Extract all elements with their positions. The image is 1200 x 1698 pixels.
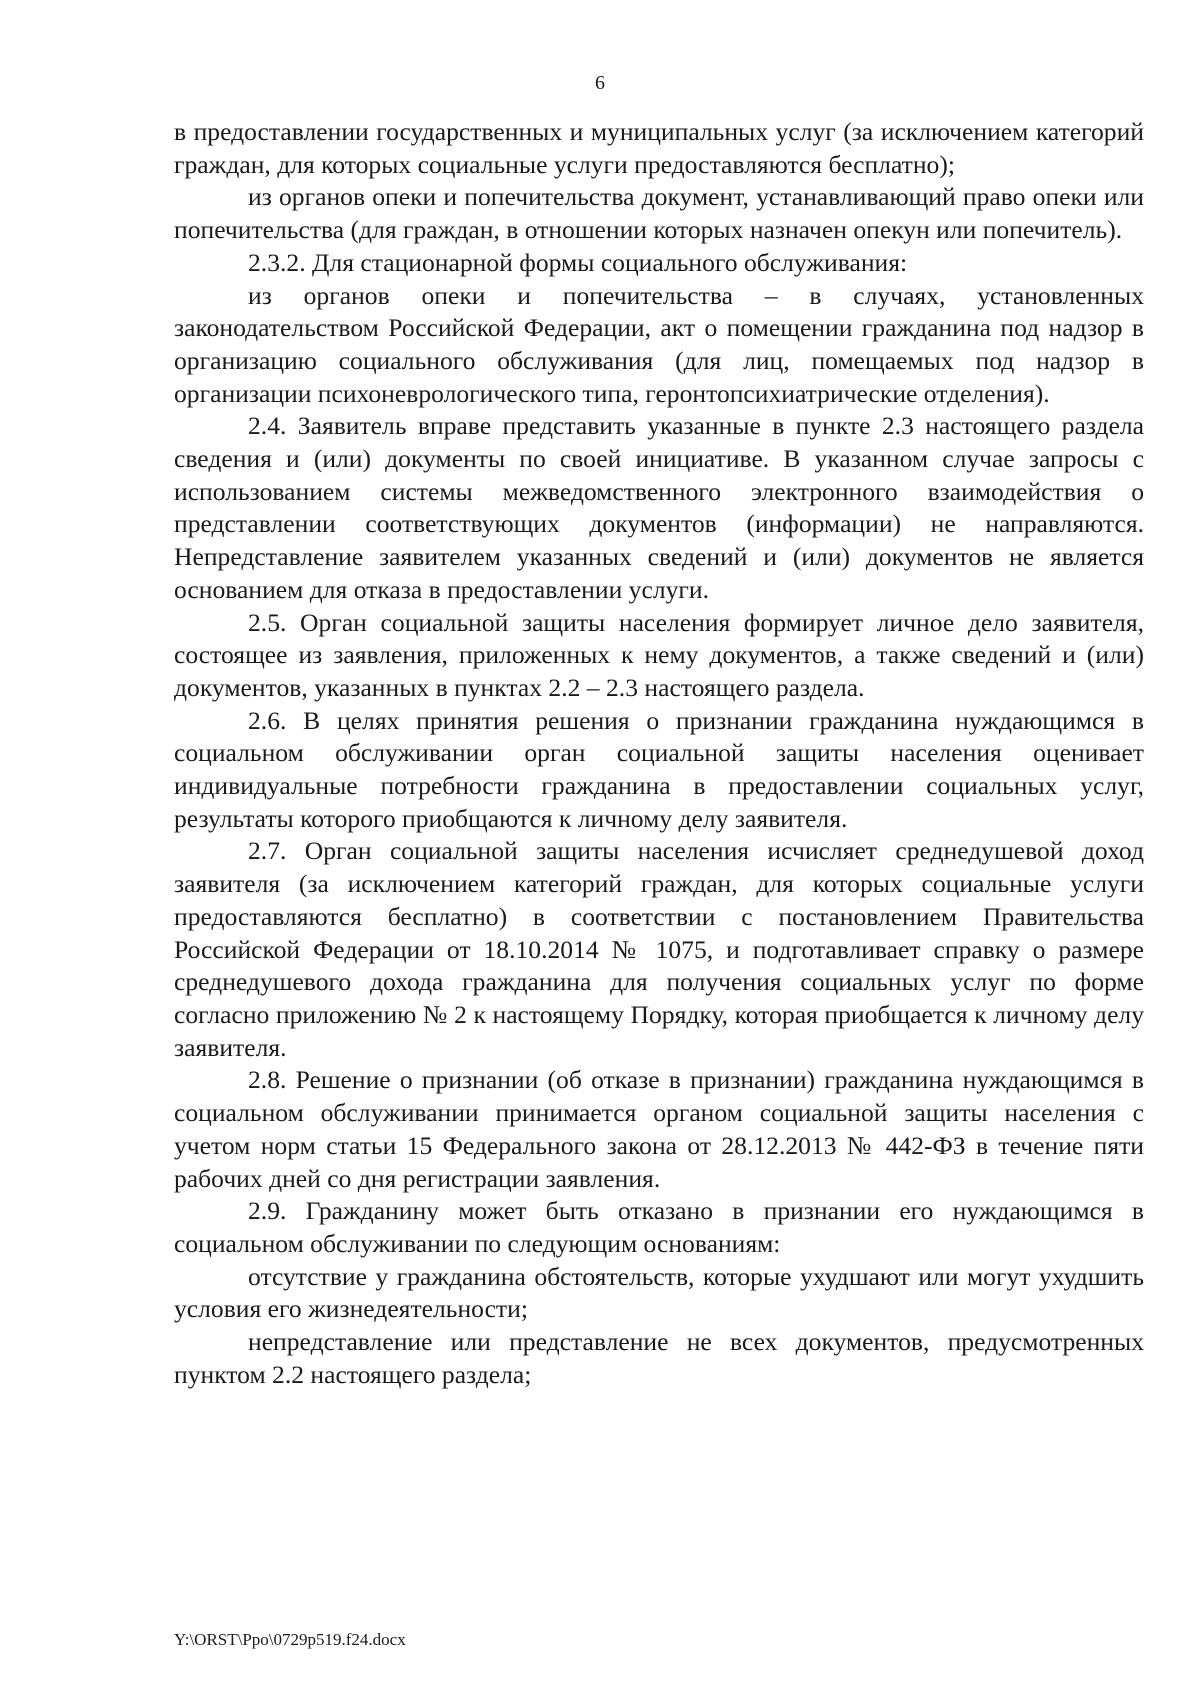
paragraph-continuation: в предоставлении государственных и муниципальных услуг (за исключением категорий граждан, для которых социальные услуги предоставляются бесплатно); [174, 117, 1144, 179]
paragraph-refusal-ground-2: непредставление или представление не всех документов, предусмотренных пунктом 2.2 настоящего раздела; [174, 1327, 1144, 1389]
paragraph-2-9: 2.9. Гражданину может быть отказано в признании его нуждающимся в социальном обслуживании по следующим основаниям: [174, 1196, 1144, 1258]
footer-file-path: Y:\ORST\Ppo\0729p519.f24.docx [174, 1630, 406, 1649]
page-number: 6 [595, 72, 605, 94]
paragraph-2-8: 2.8. Решение о признании (об отказе в признании) гражданина нуждающимся в социальном обслуживании принимается органом социальной защиты населения с учетом норм статьи 15 Федерального закона от 28.12.2013 № 442-ФЗ в течение пяти рабочих дней со дня регистрации заявления. [174, 1065, 1144, 1193]
paragraph-2-6: 2.6. В целях принятия решения о признании гражданина нуждающимся в социальном обслуживании орган социальной защиты населения оценивает индивидуальные потребности гражданина в предоставлении социальных услуг, результаты которого приобщаются к личному делу заявителя. [174, 705, 1144, 833]
paragraph-guardianship-document: из органов опеки и попечительства документ, устанавливающий право опеки или попечительства (для граждан, в отношении которых назначен опекун или попечитель). [174, 182, 1144, 245]
document-body [174, 116, 1144, 1391]
paragraph-2-7: 2.7. Орган социальной защиты населения исчисляет среднедушевой доход заявителя (за исключением категорий граждан, для которых социальные услуги предоставляются бесплатно) в соответствии с постановлением Правительства Российской Федерации от 18.10.2014 № 1075, и подготавливает справку о размере среднедушевого дохода гражданина для получения социальных услуг по форме согласно приложению № 2 к настоящему Порядку, которая приобщается к личному делу заявителя. [174, 836, 1144, 1062]
paragraph-2-5: 2.5. Орган социальной защиты населения формирует личное дело заявителя, состоящее из заявления, приложенных к нему документов, а также сведений и (или) документов, указанных в пунктах 2.2 – 2.3 настоящего раздела. [174, 607, 1144, 702]
paragraph-2-3-2: 2.3.2. Для стационарной формы социального обслуживания: [248, 247, 908, 277]
paragraph-supervision-act: из органов опеки и попечительства – в случаях, установленных законодательством Российской Федерации, акт о помещении гражданина под надзор в организацию социального обслуживания (для лиц, помещаемых под надзор в организации психоневрологического типа, геронтопсихиатрические отделения). [174, 280, 1144, 408]
paragraph-refusal-ground-1: отсутствие у гражданина обстоятельств, которые ухудшают или могут ухудшить условия его жизнедеятельности; [174, 1261, 1144, 1324]
paragraph-2-4: 2.4. Заявитель вправе представить указанные в пункте 2.3 настоящего раздела сведения и (или) документы по своей инициативе. В указанном случае запросы с использованием системы межведомственного электронного взаимодействия о представлении соответствующих документов (информации) не направляются. Непредставление заявителем указанных сведений и (или) документов не является основанием для отказа в предоставлении услуги. [174, 411, 1144, 604]
